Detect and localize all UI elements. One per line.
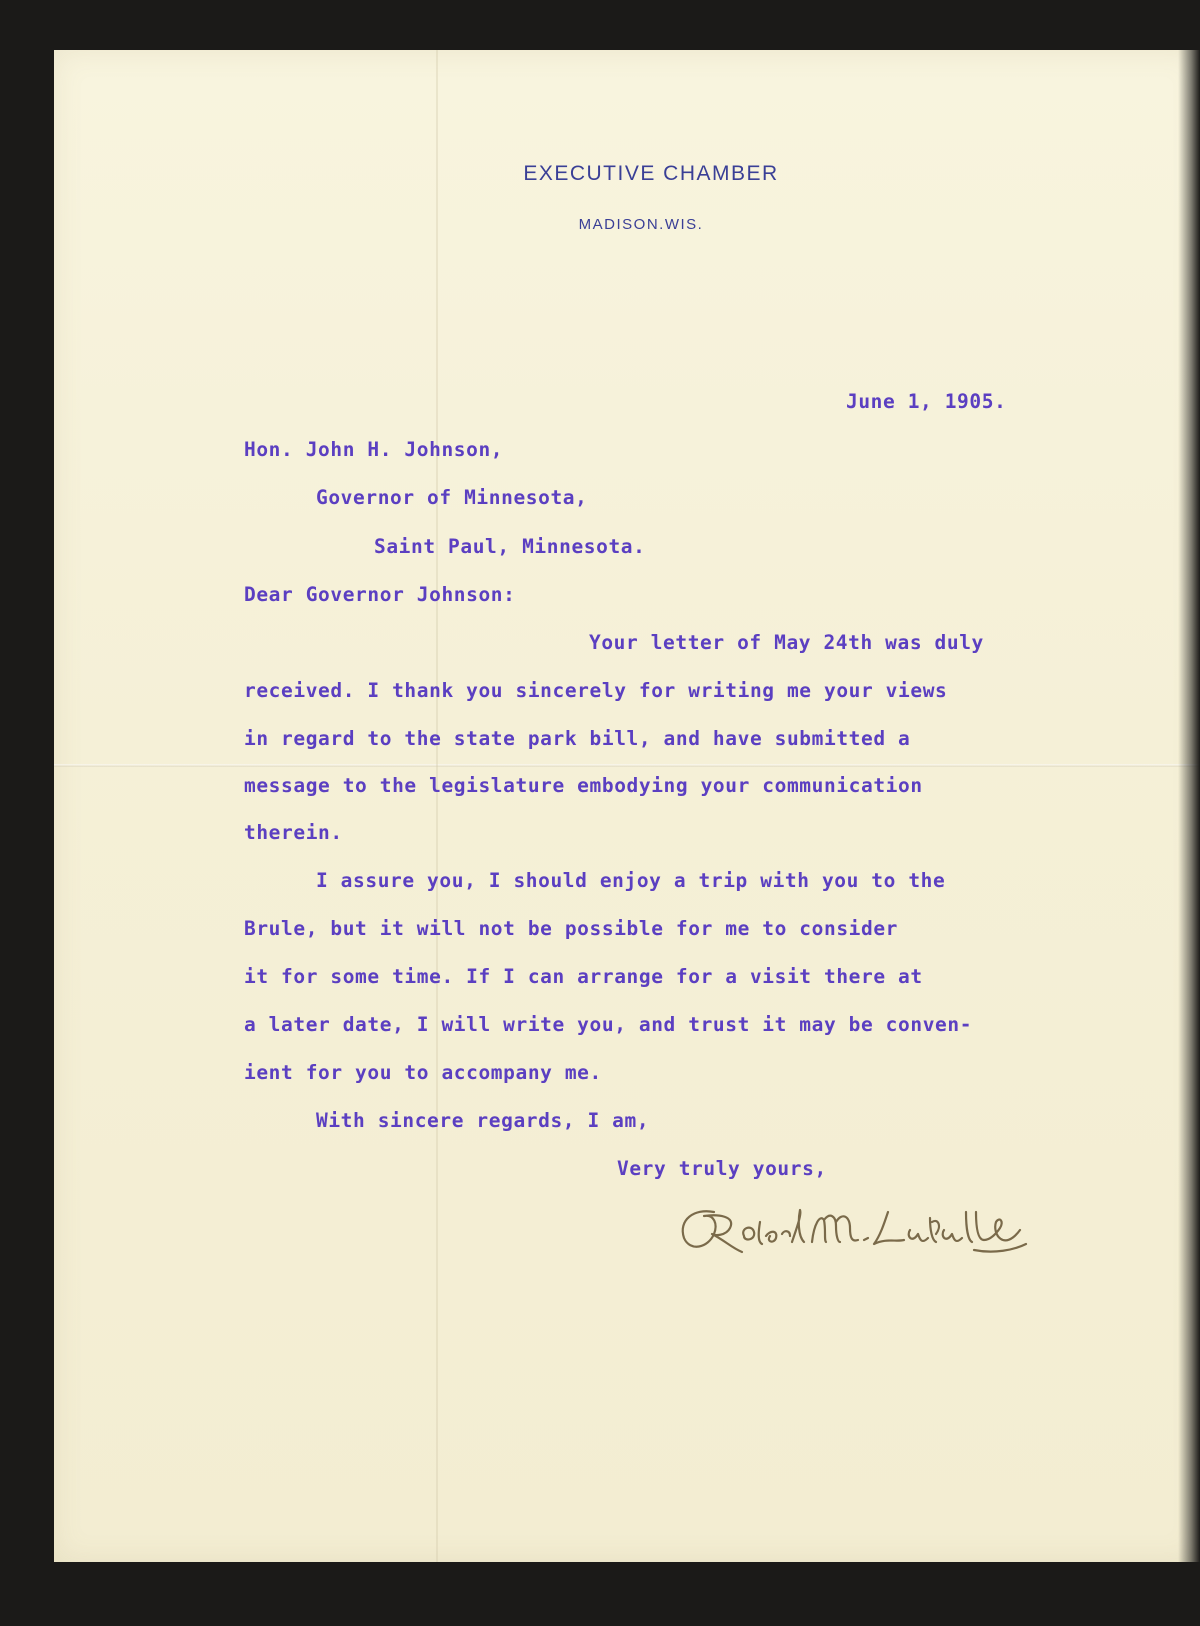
body-line: message to the legislature embodying your communication	[244, 774, 923, 797]
body-line: Your letter of May 24th was duly	[589, 631, 984, 654]
handwritten-signature	[674, 1190, 1034, 1260]
body-line: received. I thank you sincerely for writing me your views	[244, 679, 948, 702]
letterhead-place: MADISON.WIS.	[578, 216, 704, 233]
body-line: a later date, I will write you, and trust it may be conven-	[244, 1013, 973, 1036]
letterhead-title: EXECUTIVE CHAMBER	[523, 162, 779, 185]
body-line: I assure you, I should enjoy a trip with you to the	[316, 869, 946, 892]
paper-fold-vertical	[436, 50, 438, 1562]
paper-fold-horizontal	[54, 764, 1200, 767]
address-line-1: Hon. John H. Johnson,	[244, 438, 504, 461]
body-line: ient for you to accompany me.	[244, 1061, 602, 1084]
closing: Very truly yours,	[617, 1157, 827, 1180]
body-line: Brule, but it will not be possible for me to consider	[244, 917, 899, 940]
body-line: in regard to the state park bill, and have submitted a	[244, 727, 911, 750]
body-line: therein.	[244, 821, 343, 844]
body-line: it for some time. If I can arrange for a visit there at	[244, 965, 923, 988]
body-line: With sincere regards, I am,	[316, 1109, 650, 1132]
sheet-edge-shadow	[1178, 50, 1200, 1562]
letter-sheet	[54, 50, 1200, 1562]
address-line-2: Governor of Minnesota,	[316, 486, 588, 509]
letter-date: June 1, 1905.	[846, 390, 1007, 413]
address-line-3: Saint Paul, Minnesota.	[374, 535, 646, 558]
salutation: Dear Governor Johnson:	[244, 583, 516, 606]
